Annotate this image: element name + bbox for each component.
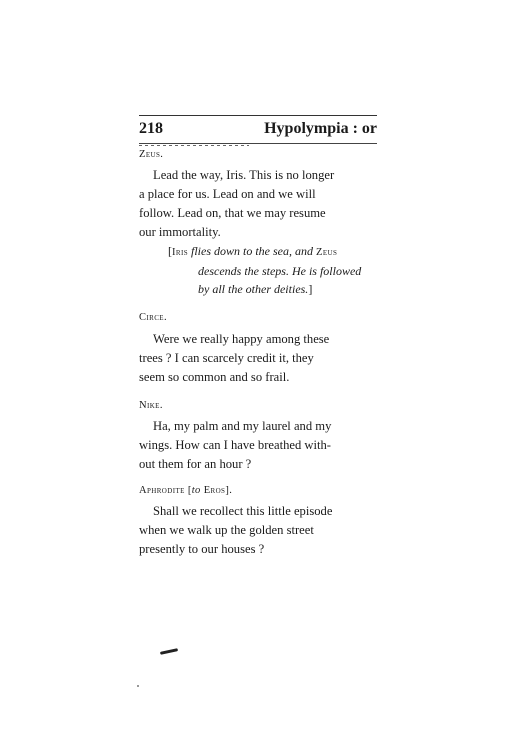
speaker-circe: Circe. — [139, 312, 167, 323]
dashed-rule — [139, 145, 249, 146]
stage-name-zeus: Zeus — [316, 247, 338, 258]
running-title: Hypolympia : or — [264, 120, 377, 137]
page-number: 218 — [139, 120, 163, 137]
text-line: Ha, my palm and my laurel and my — [153, 419, 332, 433]
text-line: follow. Lead on, that we may resume — [139, 206, 326, 220]
bracket-close: ]. — [225, 485, 233, 496]
speaker-name: Aphrodite — [139, 485, 185, 496]
stage-name-iris: Iris — [172, 247, 188, 258]
speaker-nike: Nike. — [139, 400, 163, 411]
page-header — [139, 118, 377, 142]
bracket-open: [ — [168, 244, 172, 258]
bracket-close: ] — [308, 282, 313, 296]
text-line: our immortality. — [139, 225, 221, 239]
stage-name-eros: Eros — [200, 485, 226, 496]
stage-text: to — [191, 485, 201, 496]
circe-speech — [139, 330, 377, 387]
text-line: Were we really happy among these — [153, 332, 330, 346]
speaker-zeus: Zeus. — [139, 149, 164, 160]
text-line: trees ? I can scarcely credit it, they — [139, 351, 314, 365]
text-line: Shall we recollect this little episode — [153, 504, 333, 518]
text-line: presently to our houses ? — [139, 542, 265, 556]
nike-speech — [139, 417, 377, 474]
aphrodite-speech — [139, 502, 377, 559]
ink-mark — [160, 648, 178, 655]
bracket-open: [ — [184, 485, 192, 496]
text-line: Lead the way, Iris. This is no longer — [153, 168, 335, 182]
text-line: seem so common and so frail. — [139, 370, 290, 384]
speaker-aphrodite — [139, 485, 232, 496]
stage-text: by all the other deities. — [198, 282, 309, 296]
header-rule — [139, 143, 377, 144]
text-line: when we walk up the golden street — [139, 523, 314, 537]
text-line: wings. How can I have breathed with- — [139, 438, 331, 452]
stage-direction — [168, 242, 378, 298]
top-rule — [139, 115, 377, 116]
stage-text: flies down to the sea, and — [188, 244, 316, 258]
text-line: out them for an hour ? — [139, 457, 252, 471]
text-line: a place for us. Lead on and we will — [139, 187, 316, 201]
zeus-speech — [139, 166, 377, 242]
stage-text: descends the steps. He is followed — [198, 264, 362, 278]
ink-dot — [137, 685, 139, 687]
